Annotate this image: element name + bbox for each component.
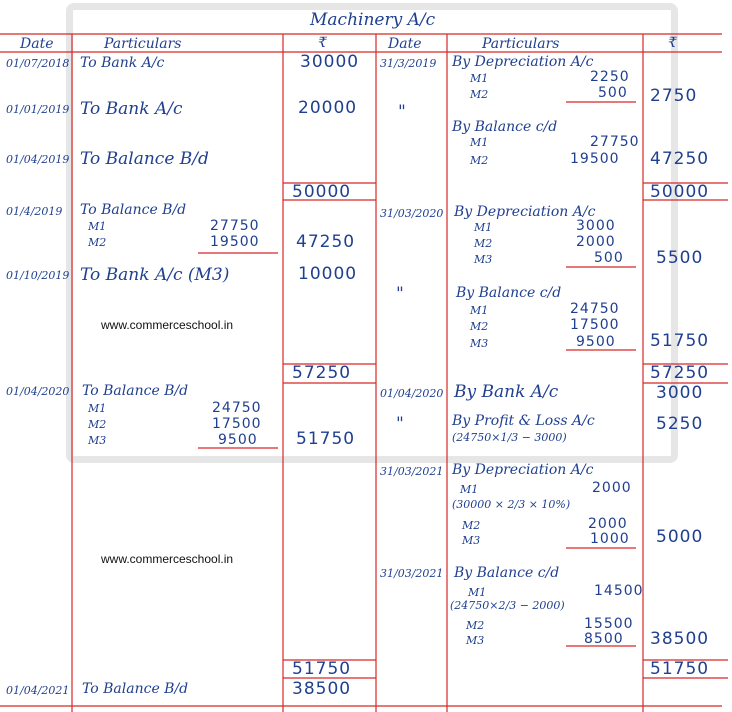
header-amount-left: ₹ — [318, 35, 327, 51]
machine-label: M2 — [470, 154, 489, 167]
debit-particulars: To Bank A/c — [80, 55, 165, 71]
ditto-mark: " — [396, 284, 404, 304]
machine-value: 9500 — [576, 334, 616, 350]
calculation-note: (30000 × 2/3 × 10%) — [452, 498, 571, 511]
machine-label: M2 — [466, 619, 485, 632]
machine-label: M2 — [470, 88, 489, 101]
credit-date: 31/03/2021 — [380, 567, 444, 580]
machine-value: 3000 — [576, 218, 616, 234]
machine-label: M2 — [88, 236, 107, 249]
machine-value: 500 — [598, 85, 628, 101]
machine-label: M3 — [470, 337, 489, 350]
credit-particulars: By Bank A/c — [454, 382, 559, 402]
debit-amount: 30000 — [300, 52, 360, 72]
header-date-right: Date — [388, 36, 422, 52]
credit-particulars: By Balance c/d — [456, 285, 562, 301]
debit-amount: 38500 — [292, 679, 352, 699]
credit-date: 31/03/2020 — [380, 207, 444, 220]
credit-particulars: By Depreciation A/c — [454, 204, 596, 220]
machine-label: M2 — [88, 418, 107, 431]
credit-amount: 5500 — [656, 248, 704, 268]
credit-total: 51750 — [650, 659, 710, 679]
debit-amount: 10000 — [298, 264, 358, 284]
machine-value: 24750 — [212, 400, 262, 416]
credit-date: 31/3/2019 — [380, 57, 437, 70]
debit-date: 01/04/2021 — [6, 684, 70, 697]
machine-value: 500 — [594, 250, 624, 266]
debit-date: 01/4/2019 — [6, 205, 63, 218]
debit-particulars: To Bank A/c (M3) — [80, 265, 230, 285]
machine-value: 27750 — [210, 218, 260, 234]
machine-value: 2250 — [590, 69, 630, 85]
machine-label: M1 — [470, 136, 489, 149]
credit-amount: 5250 — [656, 414, 704, 434]
credit-amount: 51750 — [650, 331, 710, 351]
debit-date: 01/01/2019 — [6, 103, 70, 116]
machine-label: M1 — [470, 72, 489, 85]
machine-label: M2 — [470, 320, 489, 333]
debit-particulars: To Balance B/d — [82, 681, 189, 697]
credit-particulars: By Depreciation A/c — [452, 462, 594, 478]
debit-particulars: To Balance B/d — [80, 149, 209, 169]
debit-amount: 20000 — [298, 98, 358, 118]
ledger-title: Machinery A/c — [310, 10, 436, 30]
machine-label: M3 — [474, 253, 493, 266]
ditto-mark: " — [396, 414, 404, 434]
machine-label: M1 — [88, 402, 107, 415]
header-date-left: Date — [20, 36, 54, 52]
ditto-mark: " — [398, 102, 406, 122]
header-amount-right: ₹ — [668, 35, 677, 51]
machine-label: M1 — [470, 304, 489, 317]
credit-amount: 5000 — [656, 527, 704, 547]
credit-particulars: By Depreciation A/c — [452, 54, 594, 70]
machine-value: 9500 — [218, 432, 258, 448]
machine-value: 19500 — [570, 151, 620, 167]
header-particulars-right: Particulars — [482, 36, 560, 52]
machine-label: M2 — [462, 519, 481, 532]
credit-amount: 2750 — [650, 86, 698, 106]
machine-label: M3 — [88, 434, 107, 447]
credit-total: 57250 — [650, 363, 710, 383]
machine-value: 27750 — [590, 134, 640, 150]
machine-value: 8500 — [584, 631, 624, 647]
machine-value: 15500 — [584, 616, 634, 632]
debit-particulars: To Balance B/d — [82, 383, 189, 399]
machine-value: 2000 — [592, 480, 632, 496]
machine-label: M3 — [462, 534, 481, 547]
debit-date: 01/04/2019 — [6, 153, 70, 166]
debit-amount: 51750 — [296, 429, 356, 449]
credit-amount: 47250 — [650, 149, 710, 169]
machine-label: M3 — [466, 634, 485, 647]
debit-total: 51750 — [292, 659, 352, 679]
machine-value: 14500 — [594, 583, 644, 599]
debit-date: 01/04/2020 — [6, 385, 70, 398]
machine-value: 2000 — [588, 516, 628, 532]
machine-label: M1 — [468, 586, 487, 599]
credit-particulars: By Balance c/d — [452, 119, 558, 135]
machine-value: 17500 — [212, 416, 262, 432]
watermark: www.commerceschool.in — [101, 318, 234, 332]
calculation-note: (24750×1/3 − 3000) — [452, 431, 567, 444]
credit-amount: 3000 — [656, 383, 704, 403]
header-particulars-left: Particulars — [104, 36, 182, 52]
machine-value: 24750 — [570, 301, 620, 317]
credit-date: 01/04/2020 — [380, 387, 444, 400]
machine-label: M1 — [88, 220, 107, 233]
credit-particulars: By Profit & Loss A/c — [452, 413, 595, 429]
debit-date: 01/07/2018 — [6, 57, 70, 70]
debit-particulars: To Bank A/c — [80, 99, 183, 119]
credit-amount: 38500 — [650, 629, 710, 649]
debit-total: 50000 — [292, 182, 352, 202]
credit-total: 50000 — [650, 182, 710, 202]
machine-label: M1 — [460, 483, 479, 496]
debit-date: 01/10/2019 — [6, 269, 70, 282]
credit-date: 31/03/2021 — [380, 465, 444, 478]
calculation-note: (24750×2/3 − 2000) — [450, 599, 565, 612]
debit-total: 57250 — [292, 363, 352, 383]
machine-value: 2000 — [576, 234, 616, 250]
machine-value: 17500 — [570, 317, 620, 333]
credit-particulars: By Balance c/d — [454, 565, 560, 581]
debit-amount: 47250 — [296, 232, 356, 252]
machine-value: 19500 — [210, 234, 260, 250]
watermark: www.commerceschool.in — [101, 552, 234, 566]
machine-label: M1 — [474, 221, 493, 234]
machine-value: 1000 — [590, 531, 630, 547]
machine-label: M2 — [474, 237, 493, 250]
debit-particulars: To Balance B/d — [80, 202, 187, 218]
